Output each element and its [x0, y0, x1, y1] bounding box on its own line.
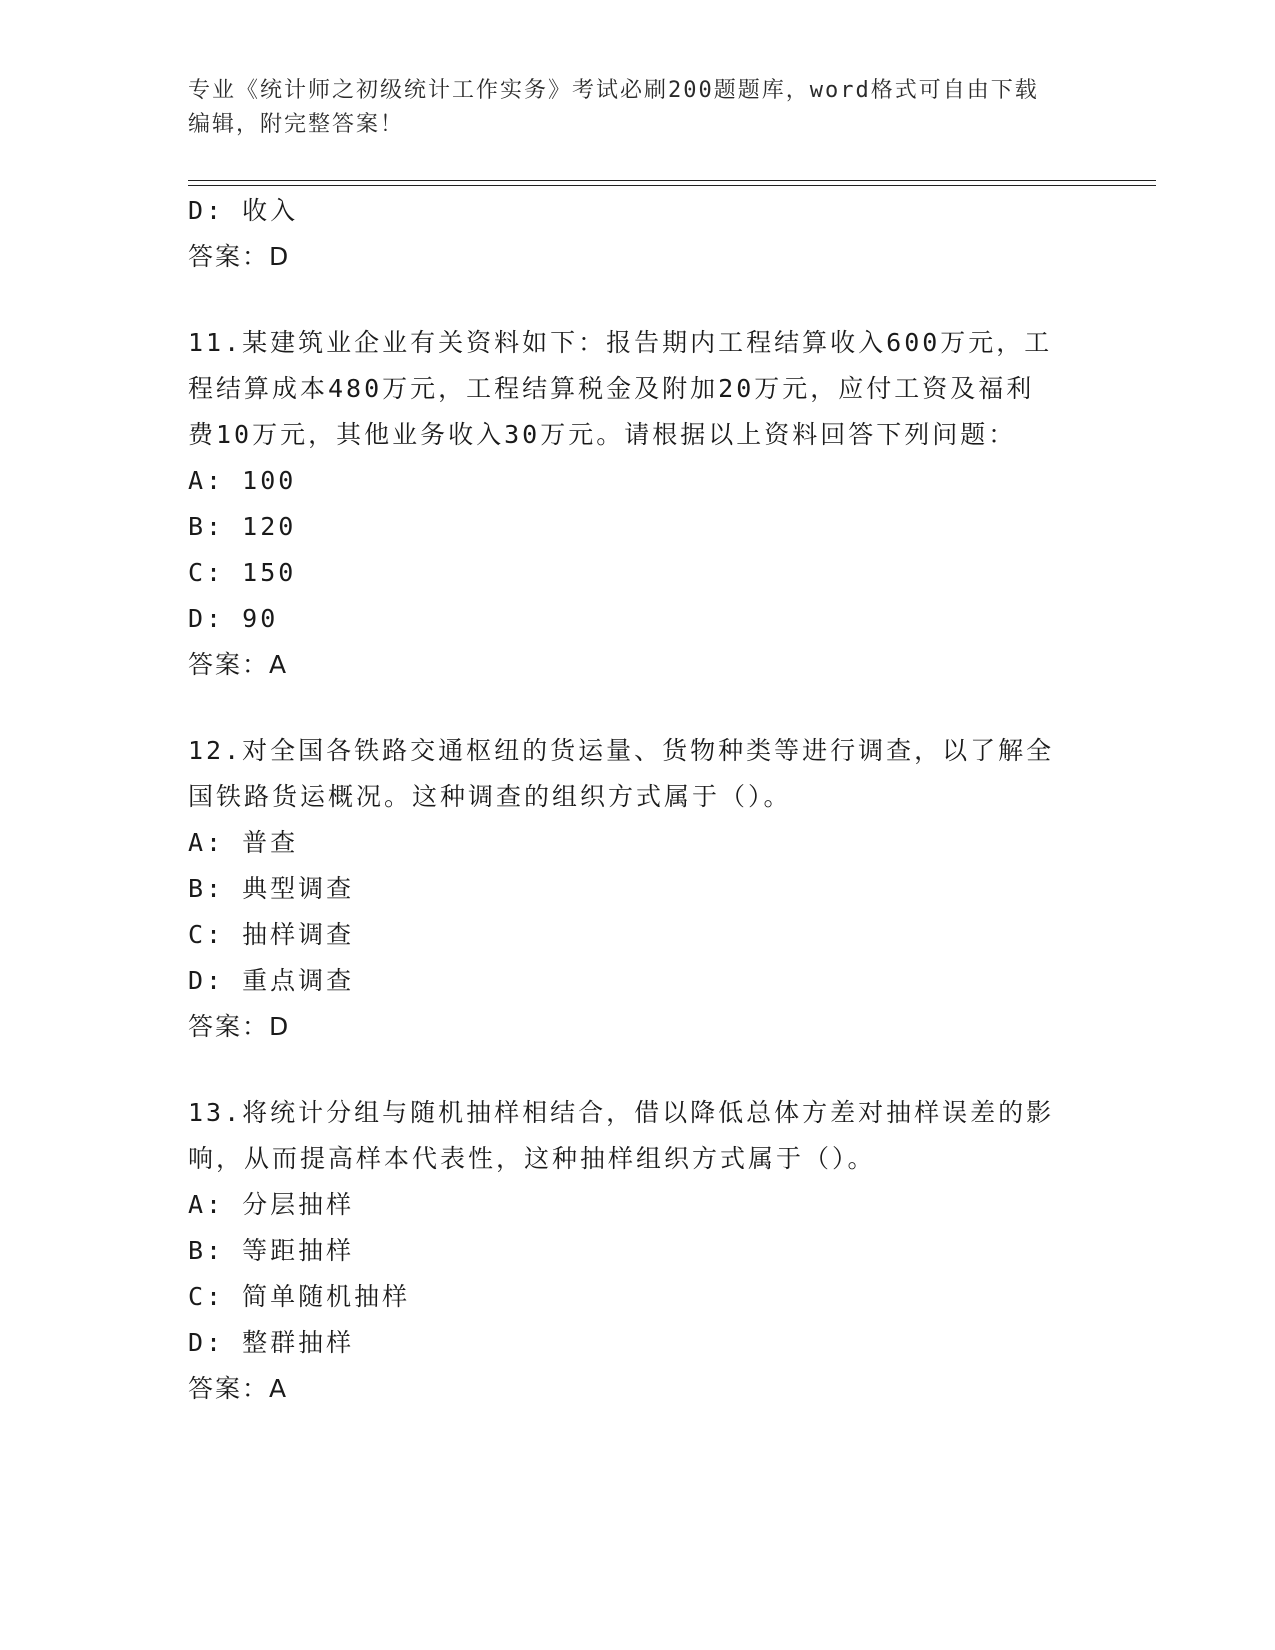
option-b: B: 120	[188, 512, 297, 541]
option-d: D: 90	[188, 604, 279, 633]
question-stem	[188, 728, 1088, 820]
answer: 答案：A	[188, 1374, 289, 1403]
question-12	[188, 728, 1088, 1050]
question-11	[188, 320, 1088, 688]
option-c: C: 抽样调查	[188, 920, 355, 949]
document-header	[188, 74, 1088, 142]
stem-line: 费10万元，其他业务收入30万元。请根据以上资料回答下列问题：	[188, 420, 1017, 449]
answer: 答案：D	[188, 1012, 291, 1041]
header-divider-bottom	[188, 185, 1156, 186]
answer: 答案：D	[188, 242, 291, 271]
question-stem	[188, 320, 1088, 458]
option-a: A: 分层抽样	[188, 1190, 355, 1219]
option-a: A: 100	[188, 466, 297, 495]
previous-question-tail	[188, 188, 1088, 280]
stem-line: 11.某建筑业企业有关资料如下：报告期内工程结算收入600万元，工	[188, 328, 1053, 357]
header-line-1: 专业《统计师之初级统计工作实务》考试必刷200题题库，word格式可自由下载	[188, 78, 1039, 103]
stem-line: 程结算成本480万元，工程结算税金及附加20万元，应付工资及福利	[188, 374, 1035, 403]
option-c: C: 150	[188, 558, 297, 587]
stem-line: 13.将统计分组与随机抽样相结合，借以降低总体方差对抽样误差的影	[188, 1098, 1055, 1127]
header-line-2: 编辑，附完整答案！	[188, 112, 405, 137]
option-a: A: 普查	[188, 828, 299, 857]
stem-line: 12.对全国各铁路交通枢纽的货运量、货物种类等进行调查，以了解全	[188, 736, 1055, 765]
question-content	[188, 188, 1088, 1412]
option-d: D: 收入	[188, 196, 299, 225]
question-13	[188, 1090, 1088, 1412]
question-stem	[188, 1090, 1088, 1182]
option-d: D: 重点调查	[188, 966, 355, 995]
stem-line: 国铁路货运概况。这种调查的组织方式属于（）。	[188, 782, 792, 811]
option-b: B: 等距抽样	[188, 1236, 355, 1265]
option-b: B: 典型调查	[188, 874, 355, 903]
option-d: D: 整群抽样	[188, 1328, 355, 1357]
answer: 答案：A	[188, 650, 289, 679]
header-divider-top	[188, 180, 1156, 181]
stem-line: 响，从而提高样本代表性，这种抽样组织方式属于（）。	[188, 1144, 876, 1173]
option-c: C: 简单随机抽样	[188, 1282, 411, 1311]
